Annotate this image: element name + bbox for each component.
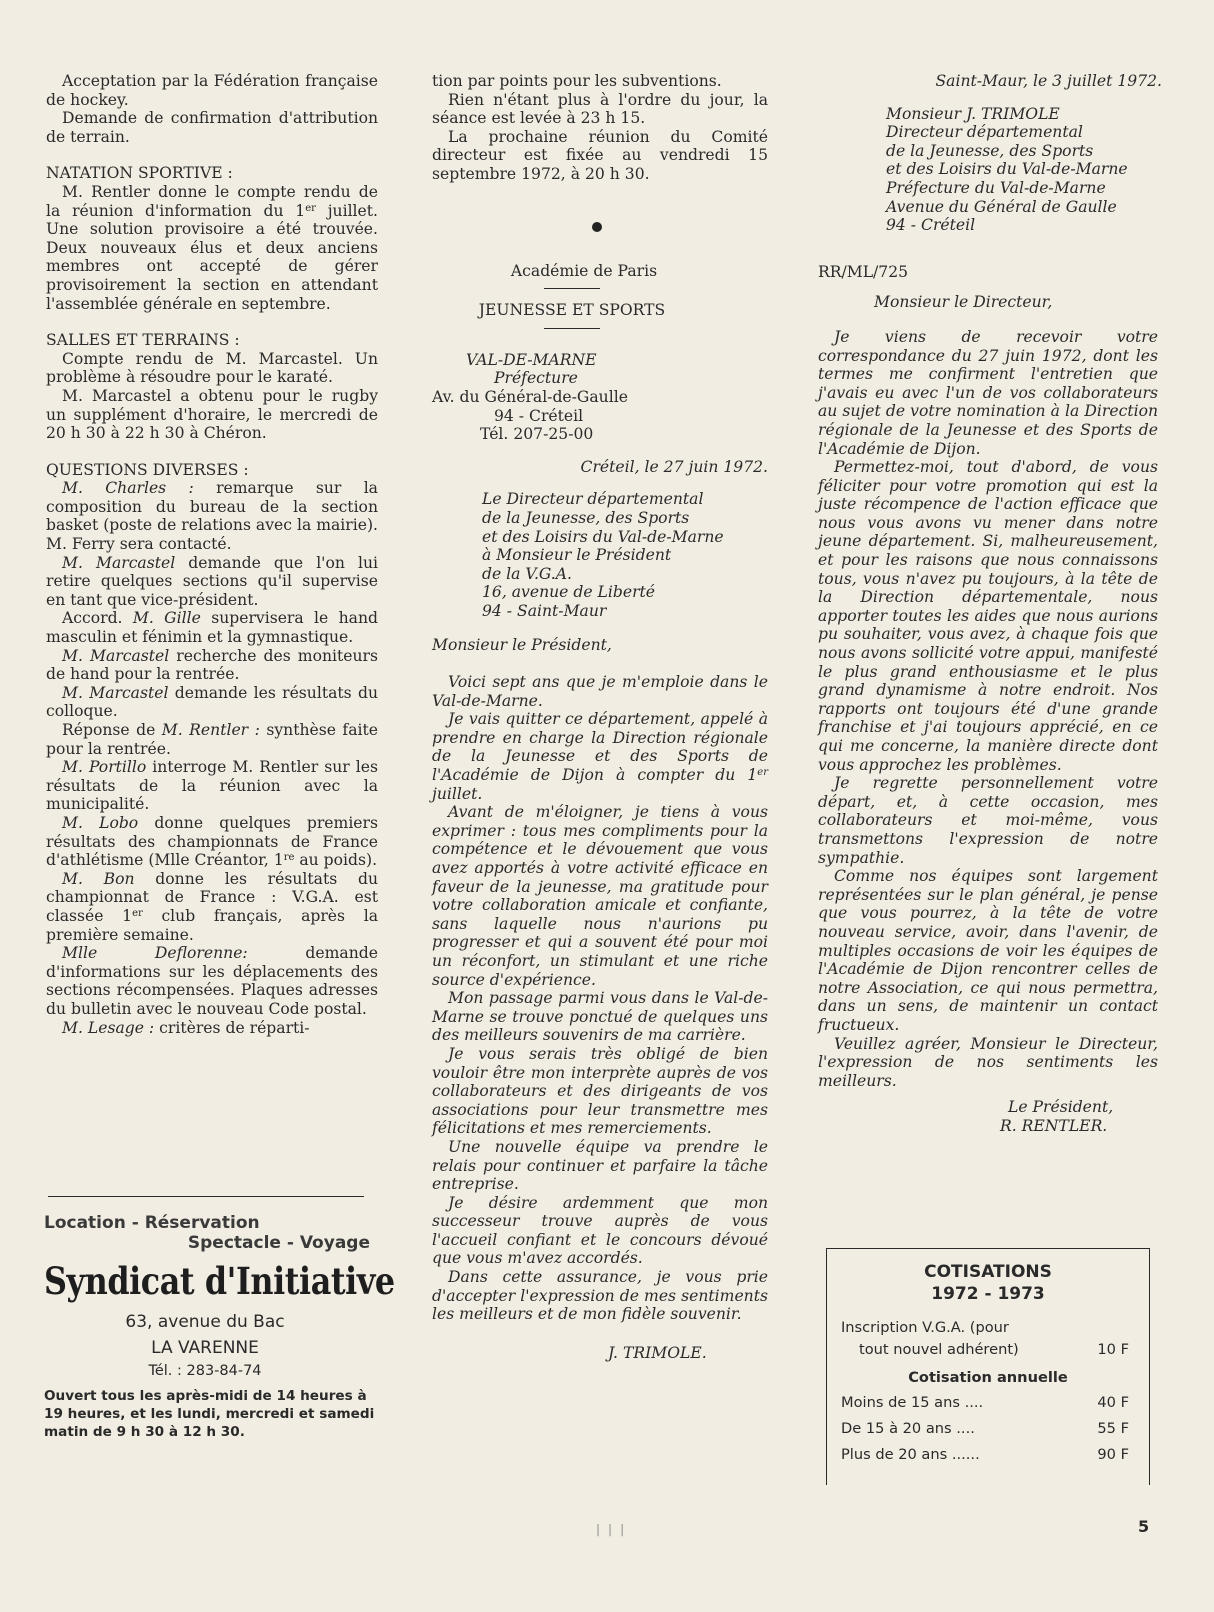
- letterhead-avenue: Av. du Général-de-Gaulle: [432, 387, 628, 406]
- paragraph: [46, 758, 378, 814]
- letter-date: Saint-Maur, le 3 juillet 1972.: [935, 72, 1162, 90]
- letter-body: [432, 673, 768, 1324]
- letter-paragraph: Veuillez agréer, Monsieur le Directeur, l'expression de nos sentiments les meilleurs.: [818, 1034, 1158, 1090]
- sender-line: à Monsieur le Président: [482, 546, 672, 565]
- person-name: M. Portillo: [62, 758, 147, 777]
- letter-paragraph: Comme nos équipes sont largement représentées sur le plan général, je pense que vous pourrez, à la tête de votre nouveau service, avoir, dans l'avenir, de multiples occasions de voir les équipes de l'Académie de Dijon rencontrer celles de notre Association, ce qui nous permettra, dans un sens, de maintenir un contact fructueux.: [818, 867, 1158, 1034]
- person-name: M. Gille: [132, 609, 201, 628]
- paragraph: [46, 609, 378, 646]
- paragraph: [46, 183, 378, 313]
- divider: [544, 288, 600, 289]
- letter-date: Créteil, le 27 juin 1972.: [580, 457, 768, 476]
- recipient-line: de la Jeunesse, des Sports: [886, 141, 1094, 160]
- column-3: [818, 72, 1162, 1135]
- letter-paragraph: Permettez-moi, tout d'abord, de vous féliciter pour votre promotion qui est la juste récompence de l'action efficace que nous vous avons vu mener dans notre jeune département. Si, malheureusement, et pour les raisons que nous connaissons tous, vous n'avez pu toujours, à la tête de la Direction départementale, nous apporter toutes les aides que nous aurions pu souhaiter, vous avez, à chaque fois que nous avons sollicité votre appui, manifesté le plus grand enthousiasme et le plus grand dynamisme à notre endroit. Nos rapports ont toujours été d'une grande franchise et j'ai toujours apprécié, en ce qui me concerne, la manière directe dont vous approchez les problèmes.: [818, 458, 1158, 774]
- person-name: M. Marcastel: [62, 683, 169, 702]
- paragraph: M. Marcastel a obtenu pour le rugby un supplément d'horaire, le mercredi de 20 h 30 à 22 h 30 à Chéron.: [46, 386, 378, 443]
- letter-paragraph: Je vous serais très obligé de bien vouloir être mon interprète auprès de vos collaborateurs et des dirigeants de vos associations pour leur transmettre mes félicitations et mes remerciements.: [432, 1044, 768, 1138]
- paragraph: tion par points pour les subventions.: [432, 72, 722, 90]
- fee-label: Plus de 20 ans ......: [841, 1446, 980, 1463]
- text: juillet. Une solution provisoire a été trouvée. Deux nouveaux élus et deux anciens membres ont accepté de gérer provisoirement la section en attendant l'assemblée générale en septembre.: [46, 201, 378, 313]
- letterhead-prefecture: Préfecture: [494, 369, 578, 388]
- text: juillet.: [432, 784, 483, 803]
- section-heading-natation: NATATION SPORTIVE :: [46, 164, 233, 183]
- ad-line-1: Location - Réservation: [44, 1213, 260, 1233]
- letter-paragraph: Je regrette personnellement votre départ, et, à cette occasion, mes collaborateurs et moi-même, vous transmettons l'expression de notre sympathie.: [818, 774, 1158, 867]
- text: demande que l'on lui retire quelques sections qu'il supervise en tant que vice-président.: [46, 553, 378, 609]
- letterhead-jeunesse: JEUNESSE ET SPORTS: [478, 301, 666, 320]
- ad-phone: Tél. : 283-84-74: [148, 1363, 262, 1379]
- person-name: M. Charles :: [62, 479, 194, 498]
- person-name: M. Marcastel: [62, 553, 176, 572]
- section-heading-questions: QUESTIONS DIVERSES :: [46, 460, 249, 479]
- inscription-row: [827, 1317, 1149, 1339]
- letter-body: [818, 328, 1158, 1090]
- letter-salutation: Monsieur le Directeur,: [874, 293, 1053, 312]
- page-number: 5: [1138, 1517, 1150, 1536]
- text: Réponse de: [62, 721, 162, 739]
- text: Je vais quitter ce département, appelé à prendre en charge la Direction régionale de la Jeunesse et des Sports de l'Académie de Dijon à compter du 1: [432, 710, 768, 785]
- section-heading-salles: SALLES ET TERRAINS :: [46, 331, 240, 350]
- syndicat-initiative-ad: [44, 1196, 395, 1441]
- text: donne quelques premiers résultats des championnats de France d'athlétisme (Mlle Créantor, 1: [46, 813, 378, 870]
- inscription-row-2: [827, 1339, 1149, 1361]
- recipient-line: Monsieur J. TRIMOLE: [886, 104, 1060, 123]
- letter-paragraph: Je désire ardemment que mon successeur trouve auprès de vous l'accueil confiant et le concours dévoué que vous m'avez accordés.: [432, 1193, 768, 1268]
- letter-salutation: Monsieur le Président,: [432, 636, 612, 655]
- sender-line: 16, avenue de Liberté: [482, 583, 656, 602]
- letterhead-vdm: VAL-DE-MARNE: [466, 350, 597, 369]
- person-name: M. Lesage :: [62, 1018, 155, 1037]
- fee-price: 55 F: [1097, 1420, 1129, 1437]
- paragraph: [46, 1019, 378, 1038]
- paragraph: [46, 554, 378, 610]
- person-name: M. Rentler :: [161, 721, 260, 739]
- inscription-label: Inscription V.G.A. (pour: [841, 1319, 1009, 1336]
- paragraph: Compte rendu de M. Marcastel. Un problème à résoudre pour le karaté.: [46, 349, 378, 387]
- fee-label: Moins de 15 ans ....: [841, 1394, 984, 1411]
- paragraph: [46, 684, 378, 721]
- paragraph: Rien n'étant plus à l'ordre du jour, la séance est levée à 23 h 15.: [432, 90, 768, 128]
- recipient-line: Avenue du Général de Gaulle: [886, 197, 1117, 216]
- paragraph: [46, 479, 378, 553]
- superscript: er: [305, 202, 316, 214]
- person-name: Mlle Deflorenne:: [62, 944, 248, 963]
- letter-paragraph: Mon passage parmi vous dans le Val-de-Marne se trouve ponctué de quelques uns des meilleurs souvenirs de ma carrière.: [432, 989, 768, 1045]
- recipient-line: et des Loisirs du Val-de-Marne: [886, 160, 1128, 179]
- letter-paragraph: Je viens de recevoir votre correspondance du 27 juin 1972, dont les termes me confirment l'entretien que j'avais eu avec l'un de vos collaborateurs au sujet de votre nomination à la Direction régionale de la Jeunesse et des Sports de l'Académie de Dijon.: [818, 327, 1158, 458]
- paragraph: [46, 870, 378, 944]
- person-name: M. Marcastel: [62, 646, 170, 665]
- text: supervisera le hand masculin et fénimin et la gymnastique.: [46, 609, 378, 647]
- recipient-line: Directeur départemental: [886, 123, 1083, 142]
- fee-label: De 15 à 20 ans ....: [841, 1420, 975, 1437]
- fee-row: [827, 1390, 1149, 1416]
- text: remarque sur la composition du bureau de la section basket (poste de relations avec la mairie). M. Ferry sera contacté.: [46, 479, 378, 554]
- recipient-line: 94 - Créteil: [886, 216, 976, 235]
- person-name: M. Lobo: [62, 813, 139, 832]
- sender-line: de la V.G.A.: [482, 564, 572, 583]
- person-name: M. Bon: [62, 869, 135, 888]
- letter-paragraph: Dans cette assurance, je vous prie d'accepter l'expression de mes sentiments les meilleurs et de mon fidèle souvenir.: [432, 1268, 768, 1324]
- letter-signature: R. RENTLER.: [1000, 1116, 1108, 1135]
- column-2: [432, 72, 768, 1362]
- annual-heading: Cotisation annuelle: [908, 1369, 1068, 1386]
- ad-line-2: Spectacle - Voyage: [187, 1233, 370, 1253]
- inscription-price: 10 F: [1097, 1341, 1129, 1358]
- ad-city: LA VARENNE: [151, 1338, 259, 1358]
- text: donne les résultats du championnat de France : V.G.A. est classée 1: [46, 869, 378, 925]
- sender-line: Le Directeur départemental: [482, 490, 704, 509]
- letter-reference: RR/ML/725: [818, 262, 909, 281]
- letter-sender-block: [482, 490, 768, 620]
- paragraph: Demande de confirmation d'attribution de terrain.: [46, 109, 378, 146]
- letterhead-city: 94 - Créteil: [494, 406, 584, 425]
- inscription-label-2: tout nouvel adhérent): [859, 1341, 1019, 1358]
- letter-paragraph: Avant de m'éloigner, je tiens à vous exprimer : tous mes compliments pour la compétence et le dévouement que vous avez apportés à votre activité efficace en faveur de la jeunesse, ma gratitude pour votre collaboration amicale et confiante, sans laquelle nous n'aurions pu progresser et qui a souvent été pour moi un réconfort, un stimulant et une riche source d'expérience.: [432, 803, 768, 989]
- text: M. Rentler donne le compte rendu de la réunion d'information du 1: [46, 182, 378, 220]
- letter-signature-title: Le Président,: [1008, 1098, 1114, 1117]
- divider: [48, 1196, 364, 1197]
- text: au poids).: [294, 851, 378, 870]
- superscript: re: [283, 852, 295, 864]
- text: synthèse faite pour la rentrée.: [46, 721, 378, 758]
- cotisations-box: [826, 1248, 1150, 1485]
- text: demande d'informations sur les déplacements des sections récompensées. Plaques adresses du bulletin avec le nouveau Code postal.: [46, 944, 378, 1018]
- letter-recipient-block: [886, 105, 1158, 235]
- paragraph: [46, 944, 378, 1018]
- text: demande les résultats du colloque.: [46, 683, 378, 721]
- letter-paragraph: Une nouvelle équipe va prendre le relais pour continuer et parfaire la tâche entreprise.: [432, 1137, 768, 1194]
- fee-row: [827, 1416, 1149, 1442]
- fee-price: 90 F: [1097, 1446, 1129, 1463]
- ad-title: Syndicat d'Initiative: [44, 1259, 395, 1303]
- sender-line: 94 - Saint-Maur: [482, 601, 607, 620]
- cotisations-title: COTISATIONS: [924, 1262, 1052, 1282]
- superscript: er: [757, 767, 768, 779]
- text: club français, après la première semaine.: [46, 906, 378, 944]
- paragraph: [46, 721, 378, 758]
- letterhead-phone: Tél. 207-25-00: [480, 425, 594, 444]
- sender-line: et des Loisirs du Val-de-Marne: [482, 527, 724, 546]
- fee-row: [827, 1442, 1149, 1468]
- ad-address: 63, avenue du Bac: [125, 1312, 285, 1332]
- letterhead-academie: Académie de Paris: [510, 261, 658, 280]
- paragraph: [46, 814, 378, 870]
- letter-paragraph: [432, 710, 768, 803]
- divider: [544, 328, 600, 329]
- ad-hours: Ouvert tous les après-midi de 14 heures à 19 heures, et les lundi, mercredi et samedi matin de 9 h 30 à 12 h 30.: [44, 1388, 375, 1440]
- text: critères de réparti-: [154, 1018, 310, 1037]
- letter-signature: J. TRIMOLE.: [608, 1343, 707, 1362]
- column-1: [46, 72, 378, 1037]
- letter-paragraph: Voici sept ans que je m'emploie dans le Val-de-Marne.: [432, 673, 768, 710]
- text: Accord.: [62, 609, 133, 628]
- text: recherche des moniteurs de hand pour la rentrée.: [46, 646, 378, 684]
- bullet-separator: [592, 222, 602, 232]
- paragraph: [46, 647, 378, 684]
- cotisations-year: 1972 - 1973: [931, 1284, 1045, 1304]
- recipient-line: Préfecture du Val-de-Marne: [886, 178, 1106, 197]
- fee-price: 40 F: [1097, 1394, 1129, 1411]
- sender-line: de la Jeunesse, des Sports: [482, 508, 690, 527]
- binding-marks: |||: [596, 1522, 633, 1536]
- paragraph: Acceptation par la Fédération française de hockey.: [46, 72, 378, 109]
- text: interroge M. Rentler sur les résultats de la réunion avec la municipalité.: [46, 758, 378, 814]
- paragraph: La prochaine réunion du Comité directeur est fixée au vendredi 15 septembre 1972, à 20 h 30.: [432, 127, 768, 183]
- superscript: er: [132, 907, 143, 919]
